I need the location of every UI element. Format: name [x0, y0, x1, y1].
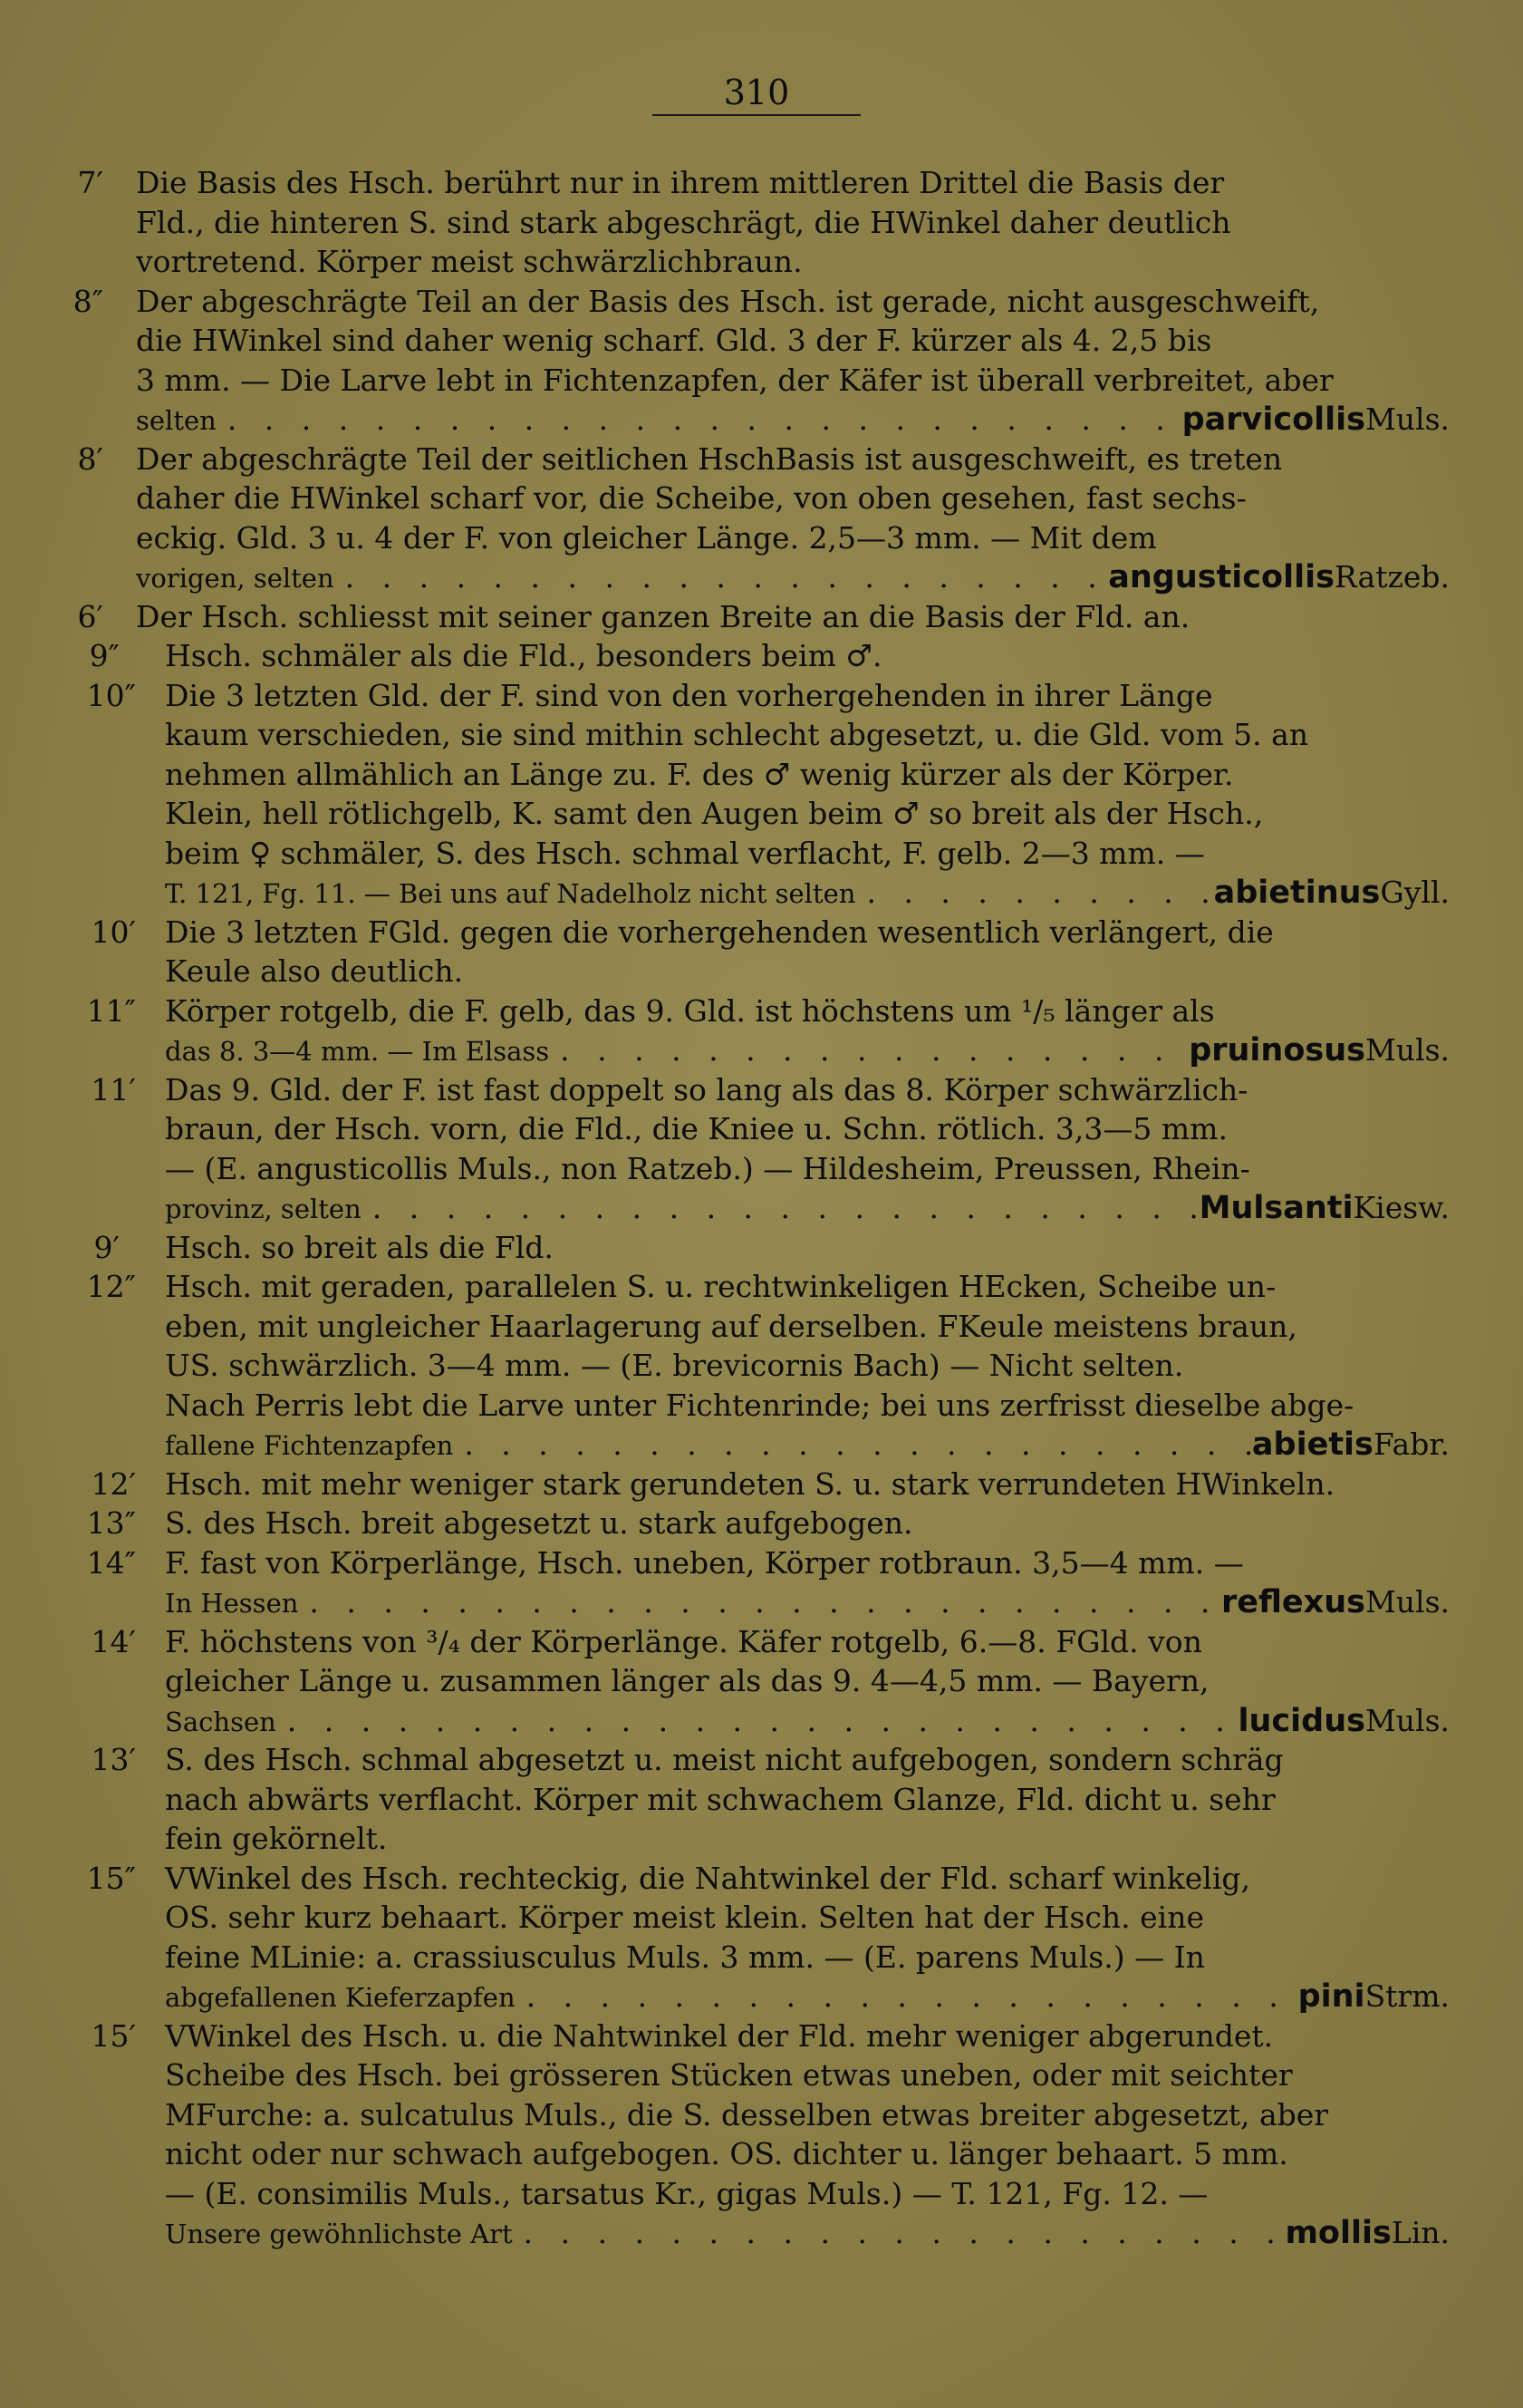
species-line: T. 121, Fg. 11. — Bei uns auf Nadelholz nicht selten . . . abietinus Gyll.: [165, 873, 1450, 914]
species-name: lucidus: [1238, 1702, 1365, 1739]
couplet-number: 8″: [72, 283, 103, 319]
couplet-number: 7′: [77, 165, 103, 200]
couplet-text-line: Hsch. mit mehr weniger stark gerundeten S. u. stark verrundeten HWinkeln.: [165, 1465, 1335, 1502]
couplet-text-line: S. des Hsch. breit abgesetzt u. stark aufgebogen.: [165, 1505, 913, 1541]
leader-dots: [334, 557, 1109, 596]
couplet-text-line: Nach Perris lebt die Larve unter Fichtenrinde; bei uns zerfrisst dieselbe abge-: [165, 1387, 1354, 1423]
couplet-text-line: eckig. Gld. 3 u. 4 der F. von gleicher Länge. 2,5—3 mm. — Mit dem: [136, 519, 1157, 556]
couplet-text-line: OS. sehr kurz behaart. Körper meist klein. Selten hat der Hsch. eine: [165, 1900, 1204, 1935]
couplet-text-line: — (E. consimilis Muls., tarsatus Kr., gigas Muls.) — T. 121, Fg. 12. —: [165, 2175, 1209, 2211]
couplet-text-line: Hsch. mit geraden, parallelen S. u. rechtwinkeligen HEcken, Scheibe un-: [165, 1269, 1277, 1304]
species-name: angusticollis: [1108, 559, 1335, 595]
couplet-text-line: kaum verschieden, sie sind mithin schlecht abgesetzt, u. die Gld. vom 5. an: [165, 717, 1309, 752]
species-line: Sachsen . . . lucidus Muls.: [165, 1701, 1450, 1742]
species-line: fallene Fichtenzapfen . . . abietis Fabr.: [165, 1425, 1450, 1465]
species-name: pini: [1297, 1978, 1365, 2015]
couplet-text-line: nach abwärts verflacht. Körper mit schwachem Glanze, Fld. dicht u. sehr: [165, 1781, 1276, 1817]
couplet-number: 14′: [91, 1623, 136, 1659]
couplet-text-line: nehmen allmählich an Länge zu. F. des ♂ wenig kürzer als der Körper.: [165, 756, 1234, 792]
species-author: Muls.: [1364, 1032, 1450, 1068]
couplet-number: 13′: [91, 1742, 136, 1777]
species-author: Gyll.: [1380, 875, 1450, 910]
couplet-text-line: US. schwärzlich. 3—4 mm. — (E. brevicornis Bach) — Nicht selten.: [165, 1348, 1184, 1383]
couplet-number: 15′: [91, 2017, 136, 2054]
species-line: provinz, selten . . . Mulsanti Kiesw.: [165, 1188, 1450, 1229]
species-line: das 8. 3—4 mm. — Im Elsass . . . pruinosus Muls.: [165, 1030, 1450, 1071]
species-author: Muls.: [1364, 401, 1450, 437]
couplet-number: 13″: [86, 1505, 136, 1541]
couplet-text-line: beim ♀ schmäler, S. des Hsch. schmal verflacht, F. gelb. 2—3 mm. —: [165, 835, 1205, 871]
species-author: Strm.: [1364, 1978, 1450, 2014]
couplet-number: 11″: [86, 992, 136, 1029]
couplet-number: 8′: [77, 440, 103, 477]
couplet-text-line: F. höchstens von ³/₄ der Körperlänge. Käfer rotgelb, 6.—8. FGld. von: [165, 1623, 1202, 1659]
species-line: In Hessen . . . reflexus Muls.: [165, 1582, 1450, 1623]
couplet-text-line: Die 3 letzten Gld. der F. sind von den vorhergehenden in ihrer Länge: [165, 677, 1213, 713]
couplet-text-line: eben, mit ungleicher Haarlagerung auf derselben. FKeule meistens braun,: [165, 1308, 1297, 1344]
couplet-text-line: MFurche: a. sulcatulus Muls., die S. desselben etwas breiter abgesetzt, aber: [165, 2096, 1329, 2132]
couplet-number: 10′: [91, 914, 136, 950]
couplet-text-line: daher die HWinkel scharf vor, die Scheibe, von oben gesehen, fast sechs-: [136, 480, 1247, 516]
couplet-text-line: Die Basis des Hsch. berührt nur in ihrem mittleren Drittel die Basis der: [136, 165, 1225, 200]
couplet-text-line: Das 9. Gld. der F. ist fast doppelt so lang als das 8. Körper schwärzlich-: [165, 1071, 1248, 1107]
leader-dots: [855, 873, 1213, 912]
couplet-number: 12′: [91, 1465, 136, 1502]
species-name: parvicollis: [1181, 401, 1365, 438]
species-author: Ratzeb.: [1334, 559, 1450, 595]
species-name: abietinus: [1213, 875, 1381, 911]
leader-dots: [276, 1701, 1239, 1740]
couplet-text-line: Fld., die hinteren S. sind stark abgeschrägt, die HWinkel daher deutlich: [136, 204, 1231, 240]
couplet-number: 10″: [86, 677, 136, 713]
couplet-text-line: VWinkel des Hsch. rechteckig, die Nahtwinkel der Fld. scharf winkelig,: [165, 1860, 1251, 1896]
species-name: pruinosus: [1189, 1032, 1365, 1069]
couplet-text-line: Der abgeschrägte Teil der seitlichen HschBasis ist ausgeschweift, es treten: [136, 440, 1283, 477]
couplet-number: 9″: [89, 638, 120, 673]
leader-dots: [513, 2213, 1286, 2252]
couplet-text-line: die HWinkel sind daher wenig scharf. Gld. 3 der F. kürzer als 4. 2,5 bis: [136, 323, 1212, 358]
page-number: 310: [652, 71, 861, 116]
couplet-number: 9′: [93, 1229, 120, 1265]
couplet-text-line: 3 mm. — Die Larve lebt in Fichtenzapfen, der Käfer ist überall verbreitet, aber: [136, 362, 1334, 398]
couplet-text-line: fein gekörnelt.: [165, 1821, 388, 1856]
couplet-text-line: vortretend. Körper meist schwärzlichbraun.: [136, 244, 803, 279]
couplet-text-line: Der abgeschrägte Teil an der Basis des Hsch. ist gerade, nicht ausgeschweift,: [136, 283, 1320, 319]
couplet-text-line: VWinkel des Hsch. u. die Nahtwinkel der Fld. mehr weniger abgerundet.: [165, 2017, 1274, 2054]
couplet-text-line: S. des Hsch. schmal abgesetzt u. meist nicht aufgebogen, sondern schräg: [165, 1742, 1284, 1777]
couplet-text-line: — (E. angusticollis Muls., non Ratzeb.) — Hildesheim, Preussen, Rhein-: [165, 1150, 1250, 1186]
couplet-text-line: Keule also deutlich.: [165, 953, 464, 989]
couplet-text-line: feine MLinie: a. crassiusculus Muls. 3 mm. — (E. parens Muls.) — In: [165, 1939, 1205, 1975]
couplet-number: 14″: [86, 1544, 136, 1581]
couplet-text-line: nicht oder nur schwach aufgebogen. OS. dichter u. länger behaart. 5 mm.: [165, 2136, 1288, 2171]
couplet-text-line: Klein, hell rötlichgelb, K. samt den Augen beim ♂ so breit als der Hsch.,: [165, 796, 1264, 831]
species-name: abietis: [1251, 1426, 1374, 1463]
leader-dots: [298, 1582, 1221, 1621]
leader-dots: [361, 1188, 1200, 1227]
species-name: mollis: [1285, 2215, 1392, 2251]
couplet-text-line: Körper rotgelb, die F. gelb, das 9. Gld. ist höchstens um ¹/₅ länger als: [165, 992, 1215, 1029]
couplet-text-line: F. fast von Körperlänge, Hsch. uneben, Körper rotbraun. 3,5—4 mm. —: [165, 1544, 1244, 1581]
species-author: Kiesw.: [1353, 1190, 1450, 1225]
couplet-text-line: Der Hsch. schliesst mit seiner ganzen Breite an die Basis der Fld. an.: [136, 598, 1190, 634]
leader-dots: [217, 400, 1182, 439]
species-author: Muls.: [1364, 1702, 1450, 1738]
species-author: Lin.: [1391, 2215, 1450, 2250]
species-author: Fabr.: [1373, 1426, 1450, 1462]
species-author: Muls.: [1364, 1584, 1450, 1620]
species-line: Unsere gewöhnlichste Art . . . mollis Lin.: [165, 2213, 1450, 2254]
couplet-text-line: Scheibe des Hsch. bei grösseren Stücken etwas uneben, oder mit seichter: [165, 2057, 1293, 2093]
couplet-text-line: braun, der Hsch. vorn, die Fld., die Kniee u. Schn. rötlich. 3,3—5 mm.: [165, 1111, 1228, 1146]
species-name: reflexus: [1220, 1584, 1365, 1620]
species-name: Mulsanti: [1199, 1190, 1354, 1226]
couplet-text-line: Hsch. schmäler als die Fld., besonders beim ♂.: [165, 638, 882, 673]
couplet-text-line: Die 3 letzten FGld. gegen die vorhergehenden wesentlich verlängert, die: [165, 914, 1274, 950]
species-line: vorigen, selten . . . angusticollis Ratzeb.: [136, 557, 1450, 598]
couplet-text-line: Hsch. so breit als die Fld.: [165, 1229, 554, 1265]
species-line: abgefallenen Kieferzapfen . . . pini Strm.: [165, 1977, 1450, 2017]
leader-dots: [453, 1425, 1252, 1464]
species-line: selten . . . parvicollis Muls.: [136, 400, 1450, 440]
couplet-number: 6′: [77, 598, 103, 634]
couplet-text-line: gleicher Länge u. zusammen länger als das 9. 4—4,5 mm. — Bayern,: [165, 1663, 1210, 1698]
couplet-number: 12″: [86, 1269, 136, 1304]
couplet-number: 11′: [91, 1071, 136, 1107]
leader-dots: [549, 1030, 1189, 1069]
leader-dots: [516, 1977, 1298, 2016]
couplet-number: 15″: [86, 1860, 136, 1896]
